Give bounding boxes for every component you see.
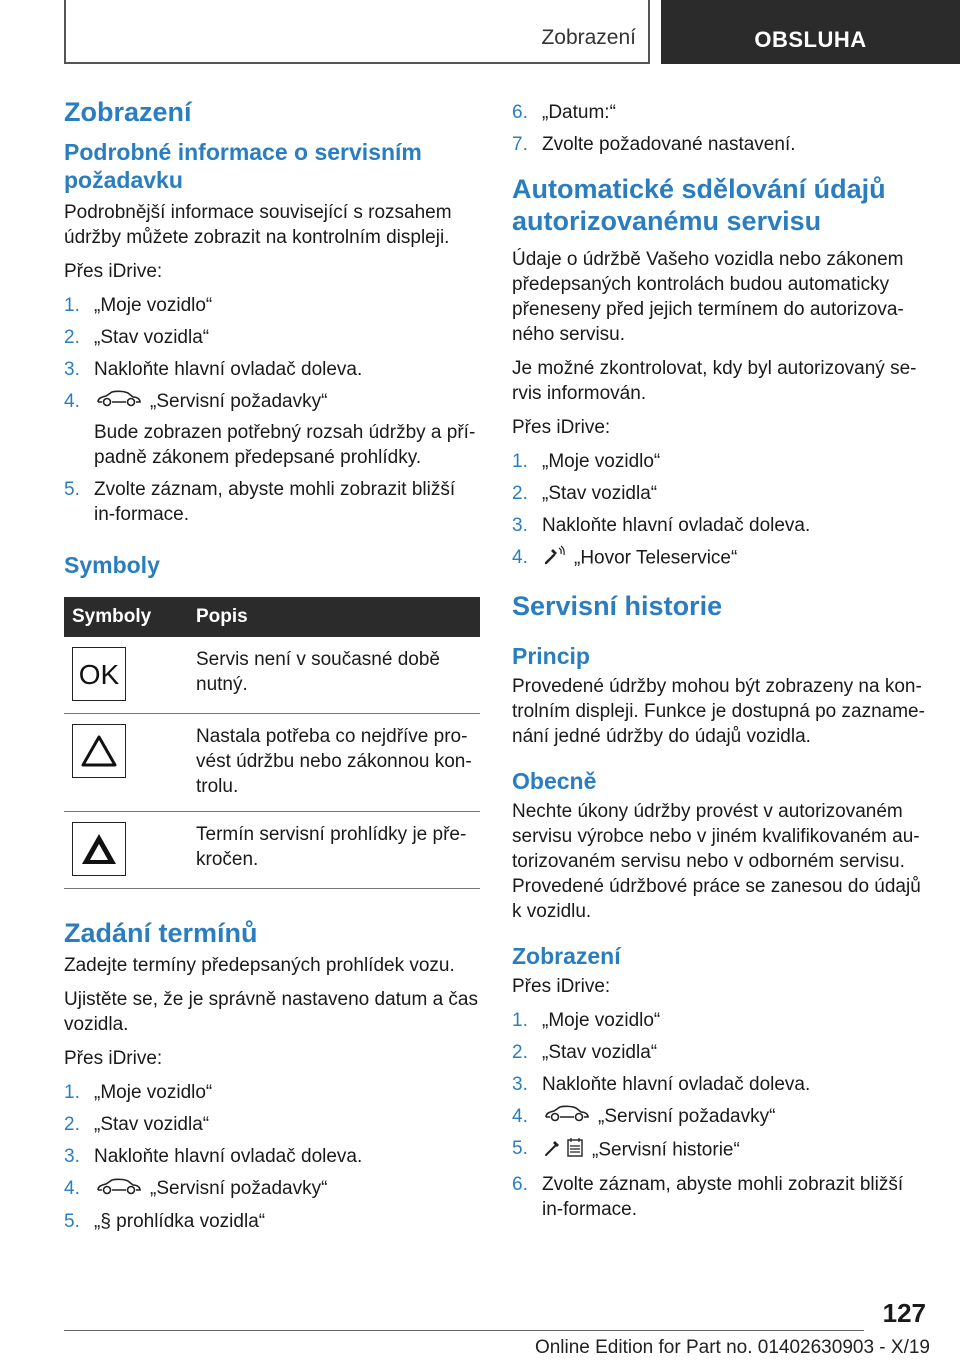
list-item — [64, 357, 480, 382]
paragraph: Přes iDrive: — [64, 1048, 163, 1070]
table-row — [64, 812, 480, 889]
steps-list — [64, 1080, 480, 1233]
left-column — [64, 96, 480, 1244]
warning-triangle-outline-icon — [72, 724, 126, 778]
list-text: Nakloňte hlavní ovladač doleva. — [94, 1146, 363, 1168]
table-cell-description: Servis není v současné době nutný. — [188, 637, 480, 714]
list-item — [64, 1112, 480, 1137]
table-cell-description: Nastala potřeba co nejdříve pro-vést údržbu nebo zákonnou kon-trolu. — [188, 714, 480, 812]
list-number: 1. — [512, 451, 528, 472]
list-text: Nakloňte hlavní ovladač doleva. — [542, 1074, 811, 1095]
list-item — [512, 1040, 926, 1065]
list-item — [64, 1144, 480, 1169]
list-text: „Moje vozidlo“ — [542, 1010, 661, 1031]
table-header-symbols: Symboly — [64, 597, 188, 637]
section-heading-zadani-terminu: Zadání termínů — [64, 918, 258, 949]
subheading-zobrazeni: Zobrazení — [512, 943, 621, 969]
car-icon — [544, 1104, 590, 1129]
list-number: 5. — [64, 479, 80, 501]
header-chapter-tab: OBSLUHA — [661, 0, 960, 64]
paragraph: Ujistěte se, že je správně nastaveno datum a čas vozidla. — [64, 989, 479, 1036]
paragraph: Nechte úkony údržby provést v autorizovaném servisu výrobce nebo v jiném kvalifikovaném au-torizovaném servisu nebo v odborném servisu. Provedené údržbové práce se zanesou do údajů k vozidlu. — [512, 801, 921, 922]
list-number: 7. — [512, 134, 528, 155]
warning-triangle-filled-icon — [72, 822, 126, 876]
list-text: „Servisní požadavky“ — [598, 1106, 776, 1127]
list-number: 4. — [512, 547, 528, 568]
list-item — [512, 1172, 926, 1222]
list-text: „Datum:“ — [542, 102, 616, 123]
section-heading-servisni-historie: Servisní historie — [512, 591, 723, 621]
list-text: „Stav vozidla“ — [94, 1114, 210, 1136]
list-number: 3. — [512, 515, 528, 536]
list-text: „Servisní požadavky“ — [150, 391, 328, 412]
list-item — [64, 1176, 480, 1201]
table-cell-description: Termín servisní prohlídky je pře-kročen. — [188, 812, 480, 889]
steps-list — [512, 100, 926, 157]
list-text: Zvolte požadované nastavení. — [542, 134, 796, 155]
paragraph: Je možné zkontrolovat, kdy byl autorizovaný se-rvis informován. — [512, 358, 917, 404]
list-number: 1. — [64, 295, 80, 316]
list-item — [64, 477, 480, 527]
list-item — [512, 449, 926, 474]
list-text: „Stav vozidla“ — [542, 1042, 658, 1063]
list-text: Nakloňte hlavní ovladač doleva. — [94, 359, 363, 380]
ok-symbol-icon — [72, 647, 126, 701]
section-heading-zobrazeni: Zobrazení — [64, 97, 192, 127]
list-item — [512, 481, 926, 506]
list-text: Zvolte záznam, abyste mohli zobrazit bližší in-formace. — [94, 479, 456, 526]
paragraph: Provedené údržby mohou být zobrazeny na kon-trolním displeji. Funkce je dostupná po zazname-nání jedné údržby do údajů vozidla. — [512, 676, 925, 747]
header-section-title: Zobrazení — [541, 26, 636, 49]
right-column — [512, 100, 926, 1232]
table-row — [64, 714, 480, 812]
car-icon — [96, 389, 142, 414]
list-number: 5. — [512, 1138, 528, 1160]
list-item — [512, 100, 926, 125]
list-number: 4. — [64, 1178, 80, 1200]
list-item — [64, 293, 480, 318]
paragraph: Údaje o údržbě Vašeho vozidla nebo zákonem předepsaných kontrolách budou automaticky přeneseny před jejich termínem do autorizova-ného servisu. — [512, 249, 904, 345]
list-text: „Stav vozidla“ — [94, 327, 210, 348]
list-item — [512, 513, 926, 538]
list-text: „Hovor Teleservice“ — [574, 547, 738, 569]
svg-text:OK: OK — [78, 659, 120, 690]
list-text: „Moje vozidlo“ — [94, 1082, 213, 1104]
list-item — [64, 325, 480, 350]
car-icon — [96, 1177, 142, 1202]
list-subtext: Bude zobrazen potřebný rozsah údržby a pří-padně zákonem předepsané prohlídky. — [94, 422, 476, 469]
list-text: „Stav vozidla“ — [542, 483, 658, 504]
paragraph: Podrobnější informace související s rozsahem údržby můžete zobrazit na kontrolním displeji. — [64, 202, 452, 248]
section-heading-automaticke-sdelovani: Automatické sdělování údajů autorizovanému servisu — [512, 174, 886, 236]
list-number: 4. — [64, 391, 80, 412]
service-history-icon — [544, 1136, 584, 1165]
list-number: 1. — [512, 1010, 528, 1031]
list-number: 3. — [64, 1146, 80, 1168]
page-number: 127 — [882, 1298, 926, 1328]
list-text: „Moje vozidlo“ — [542, 451, 661, 472]
paragraph: Přes iDrive: — [512, 976, 611, 997]
list-text: Nakloňte hlavní ovladač doleva. — [542, 515, 811, 536]
footer-edition: Online Edition for Part no. 01402630903 - X/19 — [534, 1337, 930, 1358]
paragraph: Přes iDrive: — [512, 417, 611, 438]
list-number: 6. — [512, 102, 528, 123]
list-text: Zvolte záznam, abyste mohli zobrazit bližší in-formace. — [542, 1174, 904, 1221]
list-item — [512, 545, 926, 572]
list-text: „Moje vozidlo“ — [94, 295, 213, 316]
list-number: 2. — [512, 483, 528, 504]
footer-divider — [64, 1330, 864, 1331]
list-number: 2. — [512, 1042, 528, 1063]
list-number: 2. — [64, 327, 80, 348]
symbols-heading: Symboly — [64, 552, 160, 579]
paragraph: Přes iDrive: — [64, 261, 163, 282]
list-text: „Servisní historie“ — [592, 1140, 740, 1161]
list-number: 1. — [64, 1082, 80, 1104]
subheading-princip: Princip — [512, 643, 590, 669]
list-number: 3. — [64, 359, 80, 380]
list-text: „Servisní požadavky“ — [150, 1178, 328, 1200]
list-item — [512, 1104, 926, 1129]
list-item — [512, 1136, 926, 1165]
list-item — [512, 1008, 926, 1033]
wrench-teleservice-icon — [544, 545, 566, 572]
paragraph: Zadejte termíny předepsaných prohlídek vozu. — [64, 955, 455, 977]
list-item — [64, 389, 480, 470]
list-number: 5. — [64, 1210, 80, 1232]
table-row — [64, 637, 480, 714]
list-item — [64, 1080, 480, 1105]
steps-list — [512, 1008, 926, 1222]
list-item — [512, 1072, 926, 1097]
list-item — [512, 132, 926, 157]
list-text: „§ prohlídka vozidla“ — [94, 1210, 266, 1232]
subheading-obecne: Obecně — [512, 768, 597, 794]
header-left-box — [64, 0, 650, 64]
steps-list — [512, 449, 926, 572]
symbols-table — [64, 597, 480, 889]
table-header-row — [64, 597, 480, 637]
list-number: 2. — [64, 1114, 80, 1136]
table-header-description: Popis — [188, 597, 480, 637]
subheading-podrobne-informace: Podrobné informace o servisním požadavku — [64, 139, 422, 193]
list-number: 6. — [512, 1174, 528, 1196]
list-number: 3. — [512, 1074, 528, 1095]
list-item — [64, 1209, 480, 1234]
steps-list — [64, 293, 480, 527]
list-number: 4. — [512, 1106, 528, 1127]
